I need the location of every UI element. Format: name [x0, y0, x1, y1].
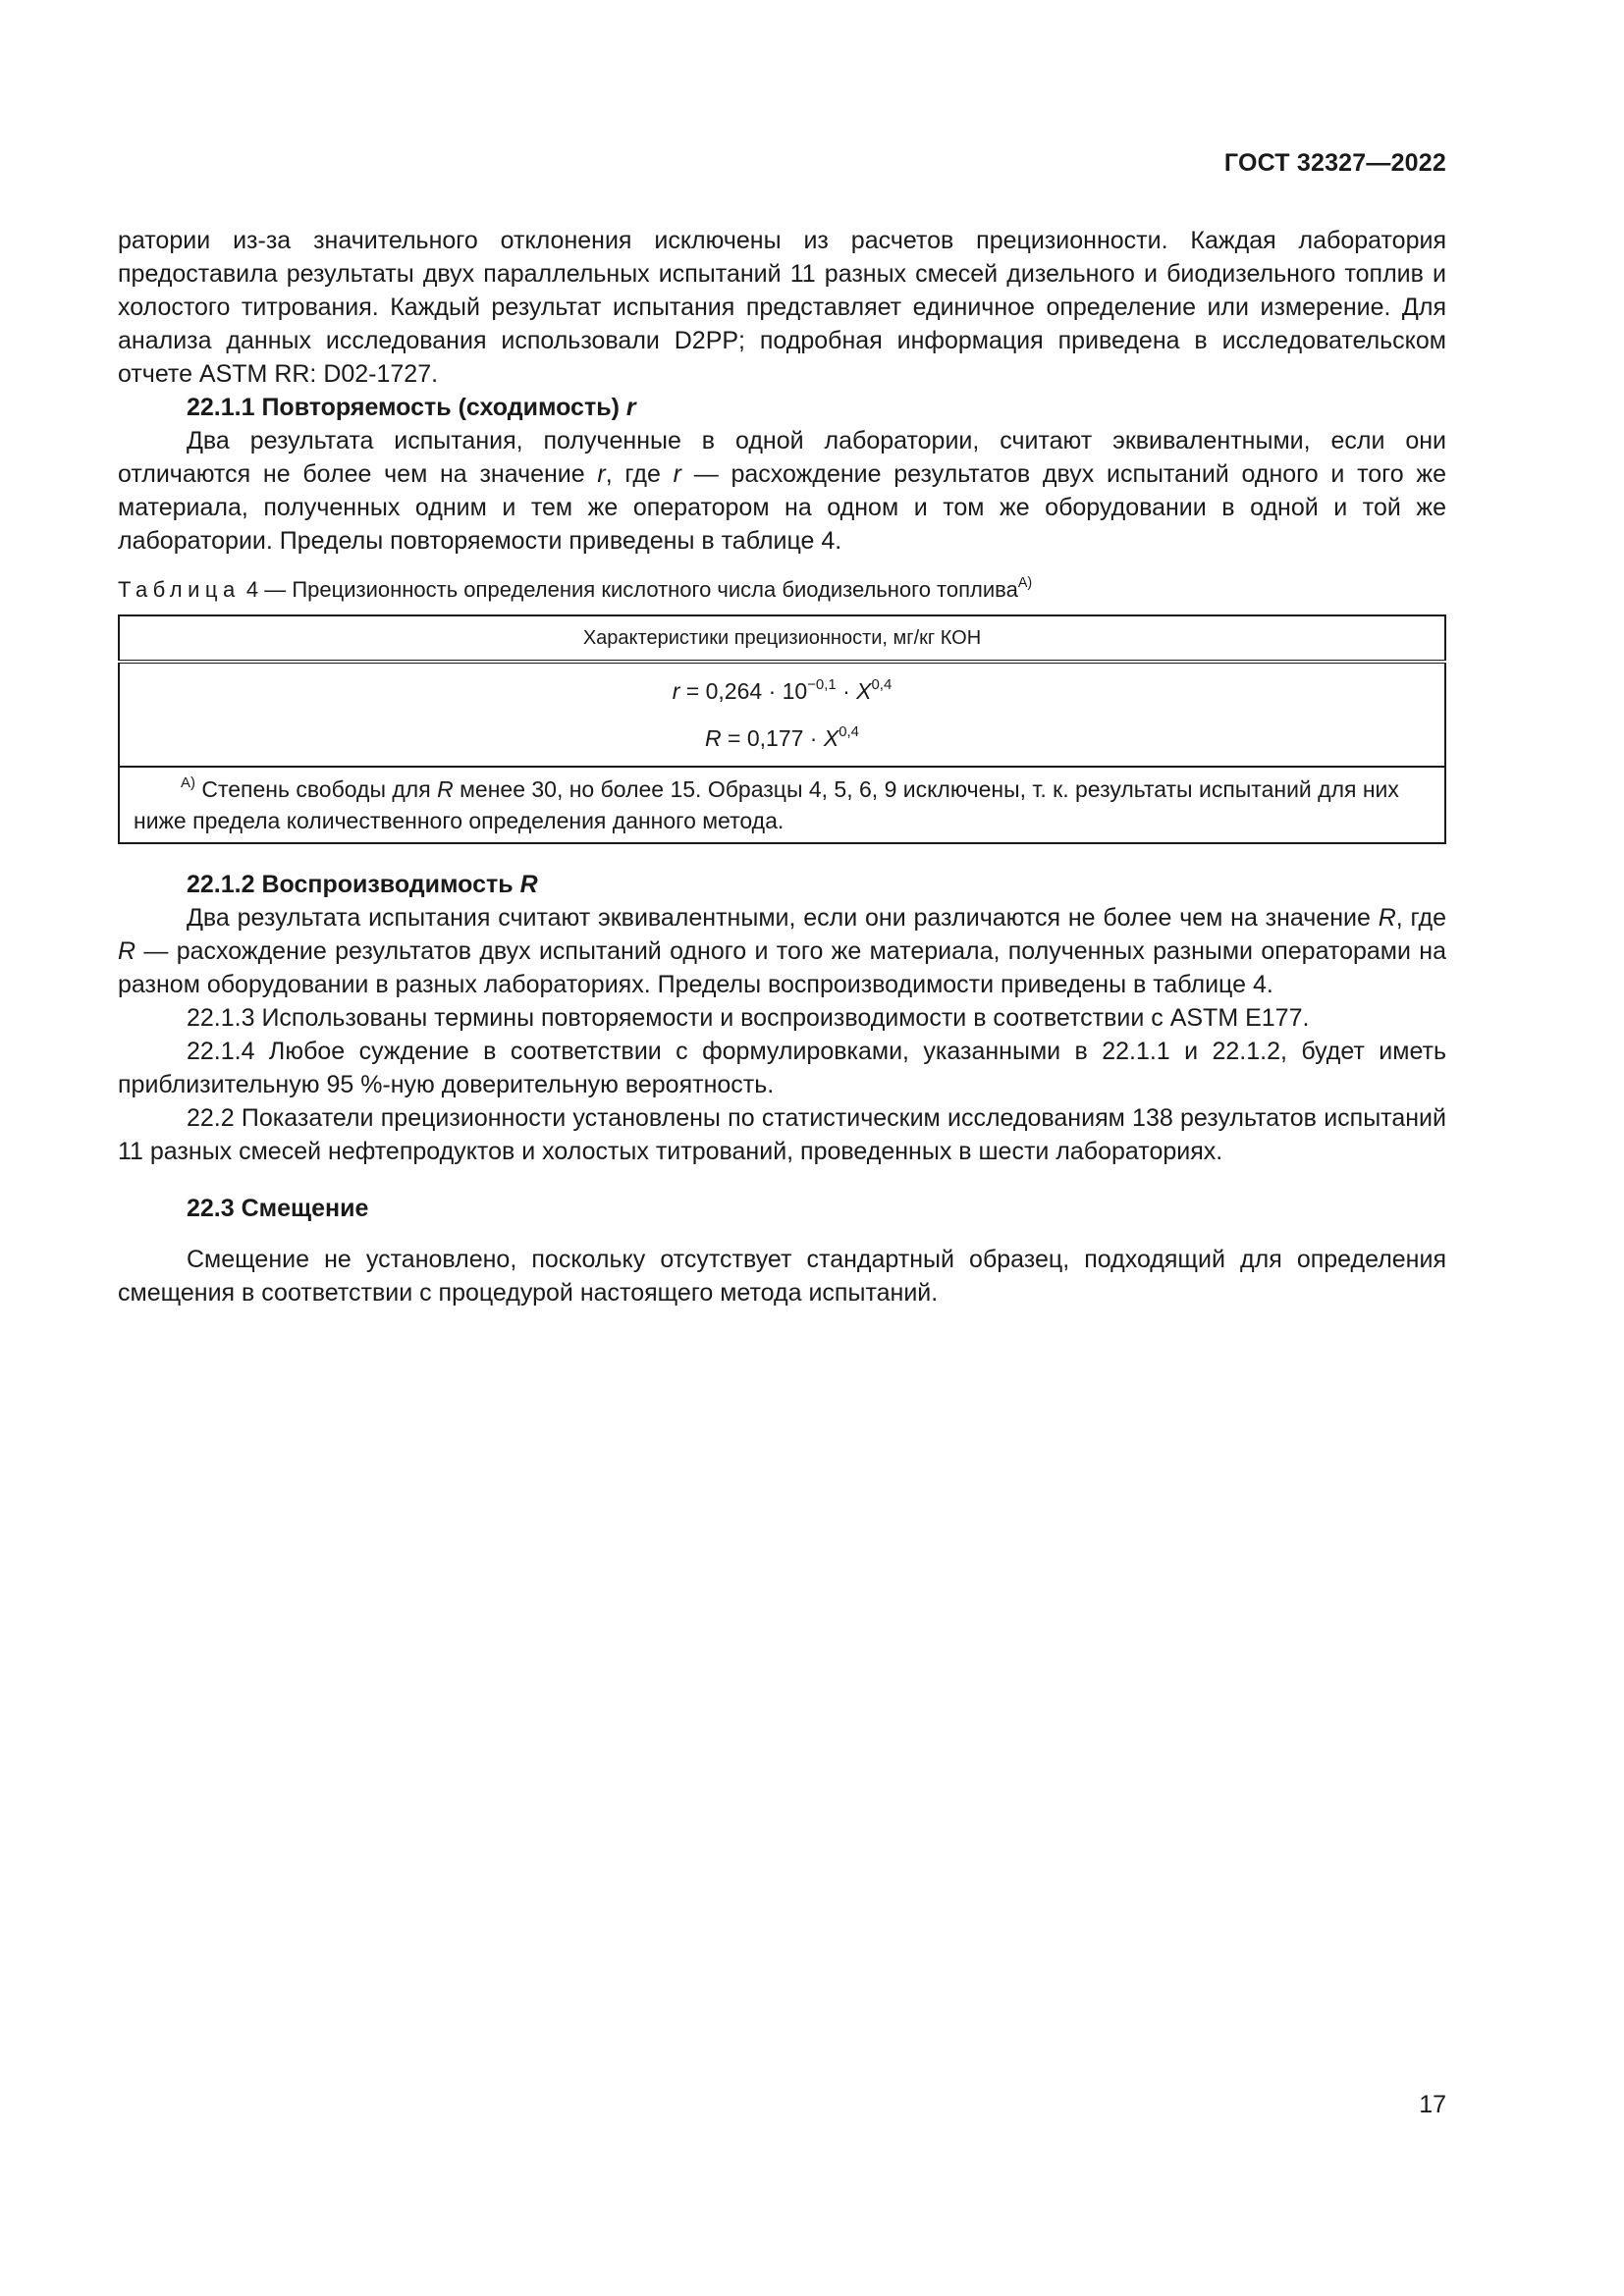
- precision-table: [118, 614, 1446, 844]
- section-223-heading: 22.3 Смещение: [187, 1195, 369, 1222]
- s2211-part3: — расхождение результатов двух испытаний одного и того же материала, полученных одним и тем же оператором на одном и том же оборудовании в одной и той же лаборатории. Пределы повторяемости приведены в таблице 4.: [118, 460, 1446, 555]
- s2212-part3: — расхождение результатов двух испытаний одного и того же материала, полученных разными операторами на разном оборудовании в разных лабораториях. Пределы воспроизводимости приведены в таблице 4.: [118, 937, 1446, 998]
- section-2211-heading: [118, 391, 1446, 424]
- page-number: 17: [1419, 2091, 1446, 2118]
- s2211-part2: , где: [605, 460, 674, 488]
- section-2213-paragraph: 22.1.3 Использованы термины повторяемости и воспроизводимости в соответствии с ASTM E177.: [187, 1004, 1310, 1032]
- s2212-var-R2: R: [118, 937, 136, 965]
- table-caption: [118, 575, 1446, 605]
- section-2214-paragraph: 22.1.4 Любое суждение в соответствии с формулировками, указанными в 22.1.1 и 22.1.2, будет иметь приблизительную 95 %-ную доверительную вероятность.: [118, 1038, 1446, 1098]
- table-footnote-var: R: [437, 776, 454, 802]
- table-caption-prefix: Таблица: [118, 577, 241, 602]
- section-222-paragraph: 22.2 Показатели прецизионности установлены по статистическим исследованиям 138 результатов испытаний 11 разных смесей нефтепродуктов и холостых титрований, проведенных в шести лабораториях.: [118, 1104, 1446, 1165]
- s2211-var-r2: r: [673, 460, 681, 488]
- section-2212-heading: [118, 868, 1446, 901]
- formula2-exp2: 0,4: [839, 722, 859, 740]
- section-2211-heading-var: r: [625, 394, 636, 421]
- formula2-var: R: [705, 725, 722, 751]
- formula1-var: r: [672, 678, 680, 704]
- section-2212-heading-text: 22.1.2 Воспроизводимость: [187, 871, 514, 898]
- s2212-part2: , где: [1395, 904, 1446, 932]
- formula1-text1: = 0,264 · 10: [679, 678, 808, 704]
- s2211-part1: Два результата испытания, полученные в одной лаборатории, считают эквивалентными, если они отличаются не более чем на значение: [118, 427, 1446, 488]
- table-caption-text: 4 — Прецизионность определения кислотного числа биодизельного топлива: [240, 577, 1018, 602]
- section-223-paragraph: Смещение не установлено, поскольку отсутствует стандартный образец, подходящий для определения смещения в соответствии с процедурой настоящего метода испытаний.: [118, 1246, 1446, 1307]
- table-footnote-text2: менее 30, но более 15. Образцы 4, 5, 6, 9 исключены, т. к. результаты испытаний для них ниже предела количественного определения данного метода.: [134, 776, 1399, 833]
- formula2-var2: X: [823, 725, 839, 751]
- table-column-header: Характеристики прецизионности, мг/кг КОН: [119, 615, 1445, 662]
- formula2-text1: = 0,177 ·: [721, 725, 824, 751]
- document-header: ГОСТ 32327—2022: [1223, 149, 1446, 177]
- s2212-var-R1: R: [1378, 904, 1396, 932]
- formula1-text2: ·: [836, 678, 857, 704]
- section-2211-paragraph: [118, 424, 1446, 558]
- table-footnote-mark: A): [181, 774, 195, 791]
- formula1-var2: X: [856, 678, 872, 704]
- document-body: [118, 224, 1446, 1309]
- formula1-exp2: 0,4: [871, 675, 893, 693]
- formula1-exp1: −0,1: [807, 675, 837, 693]
- table-formulas-cell: [119, 662, 1445, 767]
- table-footnote: [119, 767, 1445, 843]
- section-2212-paragraph: [118, 901, 1446, 1001]
- table-footnote-text1: Степень свободы для: [194, 776, 438, 802]
- intro-paragraph: ратории из-за значительного отклонения исключены из расчетов прецизионности. Каждая лаборатория предоставила результаты двух параллельных испытаний 11 разных смесей дизельного и биодизельного топлив и холостого титрования. Каждый результат испытания представляет единичное определение или измерение. Для анализа данных исследования использовали D2PP; подробная информация приведена в исследовательском отчете ASTM RR: D02-1727.: [118, 227, 1446, 388]
- formula-reproducibility: [126, 715, 1438, 762]
- formula-repeatability: [126, 667, 1438, 715]
- section-2212-heading-var: R: [519, 871, 538, 898]
- s2211-var-r1: r: [597, 460, 606, 488]
- table-caption-footnote-mark: A): [1017, 575, 1033, 592]
- section-2211-heading-text: 22.1.1 Повторяемость (сходимость): [187, 394, 620, 421]
- s2212-part1: Два результата испытания считают эквивалентными, если они различаются не более чем на значение: [187, 904, 1379, 932]
